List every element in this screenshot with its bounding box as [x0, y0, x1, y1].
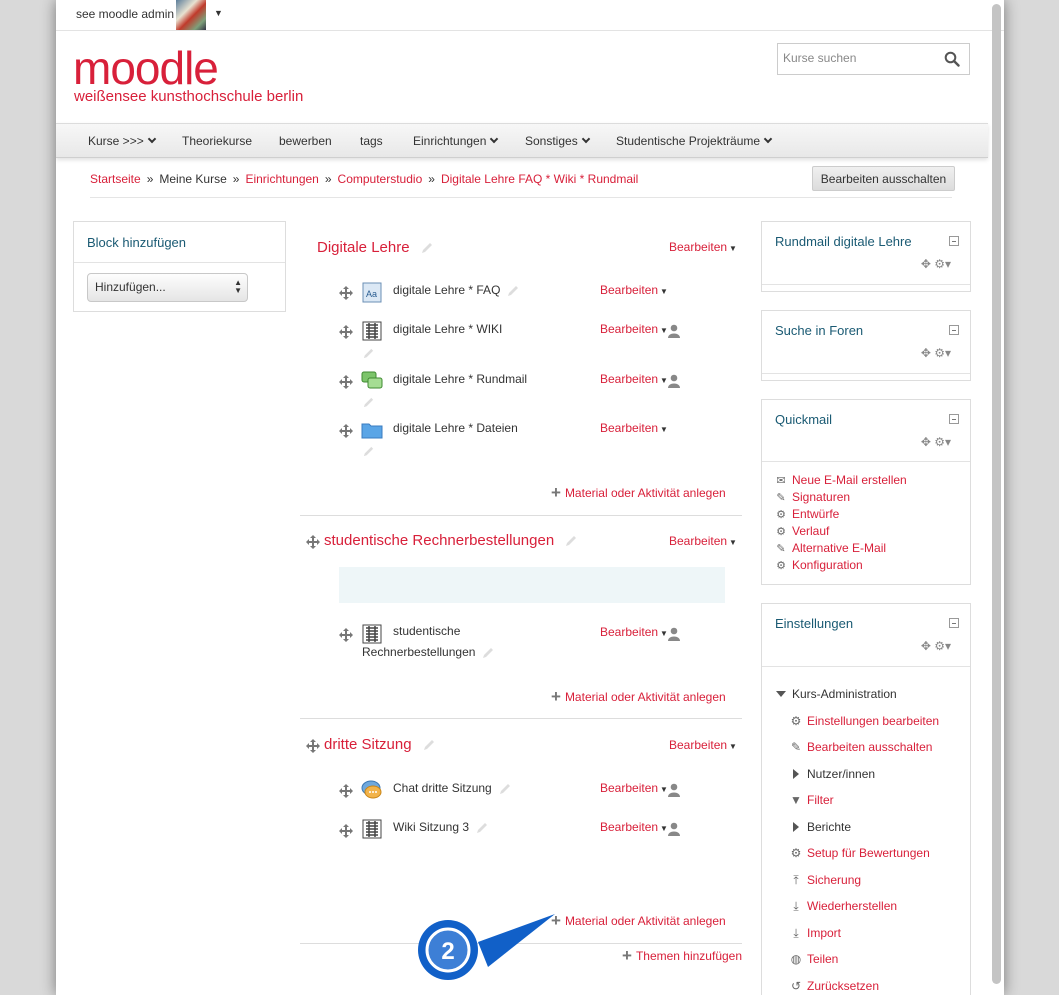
activity-edit-menu[interactable]: Bearbeiten ▼ [600, 283, 668, 297]
block-controls[interactable]: ✥ ⚙▾ [920, 435, 951, 449]
pencil-icon[interactable] [481, 646, 495, 660]
admin-reset[interactable]: ↺ Zurücksetzen [790, 979, 880, 993]
chevron-down-icon [490, 135, 498, 143]
move-icon[interactable] [339, 375, 353, 389]
plus-icon: + [551, 483, 561, 502]
move-icon[interactable] [339, 784, 353, 798]
upload-icon: ⤒ [793, 873, 799, 887]
move-icon[interactable] [339, 325, 353, 339]
admin-filter[interactable]: ▼ Filter [790, 793, 834, 807]
user-name[interactable]: see moodle admin [76, 7, 175, 21]
collapse-icon[interactable] [949, 325, 959, 335]
block-title[interactable]: Quickmail [775, 412, 833, 427]
svg-text:Aa: Aa [366, 289, 378, 299]
nav-theoriekurse[interactable]: Theoriekurse [182, 134, 253, 148]
scrollbar[interactable] [992, 4, 1001, 984]
section-edit-menu[interactable]: Bearbeiten ▼ [669, 534, 737, 548]
nav-einrichtungen[interactable]: Einrichtungen [413, 134, 497, 148]
chevron-right-icon: » [146, 172, 154, 186]
callout-number: 2 [441, 938, 455, 965]
nav-sonstiges[interactable]: Sonstiges [525, 134, 589, 148]
divider [762, 666, 970, 667]
pencil-icon[interactable] [362, 347, 375, 360]
chevron-down-icon [147, 135, 155, 143]
activity-link[interactable]: Chat dritte Sitzung [393, 781, 512, 796]
section-edit-menu[interactable]: Bearbeiten ▼ [669, 738, 737, 752]
activity-edit-menu[interactable]: Bearbeiten ▼ [600, 625, 668, 639]
gear-icon: ⚙ [776, 526, 786, 538]
move-icon[interactable] [339, 424, 353, 438]
filter-icon: ▼ [790, 793, 802, 807]
crumb-meine-kurse: Meine Kurse [159, 172, 227, 186]
add-block [73, 221, 286, 312]
quickmail-new[interactable]: ✉ Neue E-Mail erstellen [774, 473, 907, 487]
crumb-course[interactable]: Digitale Lehre FAQ * Wiki * Rundmail [440, 172, 639, 186]
pencil-icon[interactable] [362, 445, 375, 458]
folder-icon [361, 419, 383, 441]
divider [90, 197, 952, 198]
block-suche-foren [761, 310, 971, 381]
pencil-icon[interactable] [420, 241, 434, 255]
section-title-1[interactable]: Digitale Lehre [317, 239, 434, 256]
add-topics-link[interactable]: + Themen hinzufügen [622, 946, 743, 965]
download-icon: ⤓ [793, 899, 799, 913]
admin-backup[interactable]: ⤒ Sicherung [789, 873, 861, 888]
quickmail-alt-email[interactable]: ✎ Alternative E-Mail [774, 541, 886, 555]
section-divider [300, 515, 742, 516]
collapse-icon[interactable] [949, 236, 959, 246]
admin-import[interactable]: ⤓ Import [789, 926, 841, 941]
plus-icon: + [622, 946, 632, 965]
block-rundmail [761, 221, 971, 292]
activity-edit-menu[interactable]: Bearbeiten ▼ [600, 322, 668, 336]
move-icon[interactable] [339, 628, 353, 642]
pencil-icon[interactable] [475, 821, 489, 835]
pencil-icon[interactable] [498, 782, 512, 796]
collapsed-arrow-icon [793, 769, 799, 779]
plus-icon: + [551, 911, 561, 930]
move-icon[interactable] [306, 535, 320, 549]
browser-page [56, 0, 1004, 995]
person-icon[interactable] [667, 783, 681, 797]
add-activity-link[interactable]: + Material oder Aktivität anlegen [551, 483, 726, 502]
block-quickmail [761, 399, 971, 585]
add-activity-link[interactable]: + Material oder Aktivität anlegen [551, 687, 726, 706]
chevron-right-icon: » [428, 172, 435, 186]
pencil-icon: ✎ [790, 740, 802, 754]
admin-settings-edit[interactable]: ⚙ Einstellungen bearbeiten [790, 714, 940, 728]
person-icon[interactable] [667, 324, 681, 338]
wiki-icon [361, 818, 383, 840]
search-icon[interactable] [944, 51, 960, 67]
move-icon[interactable] [306, 739, 320, 753]
block-controls[interactable]: ✥ ⚙▾ [920, 257, 951, 271]
mail-icon: ✉ [776, 475, 786, 487]
gear-icon: ⚙ [790, 714, 802, 728]
section-summary [339, 567, 725, 603]
divider [762, 284, 970, 285]
gear-icon: ⚙ [776, 560, 786, 572]
block-controls[interactable]: ✥ ⚙▾ [920, 346, 951, 360]
logo[interactable]: moodle [73, 42, 218, 94]
pencil-icon: ✎ [776, 492, 786, 504]
block-controls[interactable]: ✥ ⚙▾ [920, 639, 951, 653]
admin-restore[interactable]: ⤓ Wiederherstellen [789, 899, 897, 914]
move-icon[interactable] [339, 824, 353, 838]
nav-bewerben[interactable]: bewerben [279, 134, 332, 148]
chevron-right-icon: » [324, 172, 332, 186]
chevron-down-icon [764, 135, 772, 143]
person-icon[interactable] [667, 822, 681, 836]
gear-icon: ⚙ [776, 509, 786, 521]
wiki-icon [361, 320, 383, 342]
chevron-down-icon [581, 135, 589, 143]
person-icon[interactable] [667, 374, 681, 388]
admin-grade-setup[interactable]: ⚙ Setup für Bewertungen [790, 846, 930, 860]
tree-users[interactable]: Nutzer/innen [793, 767, 875, 781]
move-icon[interactable] [339, 286, 353, 300]
download-icon: ⤓ [793, 926, 799, 940]
block-title[interactable]: Einstellungen [775, 616, 854, 631]
add-activity-link[interactable]: + Material oder Aktivität anlegen [551, 911, 726, 930]
activity-link[interactable]: digitale Lehre * WIKI [393, 322, 503, 336]
pencil-icon[interactable] [362, 396, 375, 409]
activity-link[interactable]: digitale Lehre * FAQ [393, 283, 520, 298]
admin-edit-off[interactable]: ✎ Bearbeiten ausschalten [790, 740, 933, 754]
divider [74, 262, 285, 263]
search-input[interactable] [778, 44, 928, 72]
section-edit-menu[interactable]: Bearbeiten ▼ [669, 240, 737, 254]
block-title[interactable]: Suche in Foren [775, 323, 864, 338]
activity-link[interactable]: studentische Rechnerbestellungen [362, 621, 552, 663]
user-bar [56, 0, 1004, 31]
callout-marker [418, 912, 598, 992]
divider [762, 461, 970, 462]
expanded-arrow-icon [776, 691, 786, 697]
activity-link[interactable]: Wiki Sitzung 3 [393, 820, 489, 835]
divider [762, 373, 970, 374]
activity-edit-menu[interactable]: Bearbeiten ▼ [600, 820, 668, 834]
pencil-icon[interactable] [564, 534, 578, 548]
reset-icon: ↺ [790, 979, 802, 993]
section-divider [300, 718, 742, 719]
block-einstellungen [761, 603, 971, 995]
plus-icon: + [551, 687, 561, 706]
logo-subtitle: weißensee kunsthochschule berlin [74, 88, 304, 105]
quickmail-signatures[interactable]: ✎ Signaturen [774, 490, 850, 504]
gear-icon: ⚙ [790, 846, 802, 860]
section-title-3[interactable]: dritte Sitzung [324, 736, 436, 753]
select-arrows-icon: ▲ ▼ [234, 278, 242, 295]
breadcrumb [90, 172, 638, 186]
admin-share[interactable]: ◍ Teilen [790, 952, 839, 966]
activity-edit-menu[interactable]: Bearbeiten ▼ [600, 421, 668, 435]
main-nav [56, 123, 988, 158]
avatar[interactable] [176, 0, 206, 30]
chevron-right-icon: » [232, 172, 240, 186]
collapse-icon[interactable] [949, 618, 959, 628]
nav-tags[interactable]: tags [360, 134, 383, 148]
block-title[interactable]: Rundmail digitale Lehre [775, 234, 912, 249]
tree-kurs-administration[interactable]: Kurs-Administration [776, 687, 897, 701]
pencil-icon[interactable] [422, 738, 436, 752]
add-block-select[interactable]: Hinzufügen... ▲ ▼ [87, 273, 248, 302]
pencil-icon: ✎ [776, 543, 786, 555]
quickmail-history[interactable]: ⚙ Verlauf [774, 524, 829, 538]
nav-projektraeume[interactable]: Studentische Projekträume [616, 134, 771, 148]
course-search [777, 43, 970, 75]
crumb-startseite[interactable]: Startseite [90, 172, 141, 186]
activity-link[interactable]: digitale Lehre * Rundmail [393, 372, 528, 386]
crumb-computerstudio[interactable]: Computerstudio [337, 172, 423, 186]
forum-icon [361, 370, 383, 392]
glossary-icon [361, 281, 383, 303]
crumb-einrichtungen[interactable]: Einrichtungen [245, 172, 319, 186]
block-title: Block hinzufügen [87, 235, 187, 250]
collapsed-arrow-icon [793, 822, 799, 832]
collapse-icon[interactable] [949, 414, 959, 424]
person-icon[interactable] [667, 627, 681, 641]
activity-edit-menu[interactable]: Bearbeiten ▼ [600, 781, 668, 795]
activity-link[interactable]: digitale Lehre * Dateien [393, 421, 518, 435]
tree-reports[interactable]: Berichte [793, 820, 851, 834]
chat-icon [361, 779, 383, 801]
edit-mode-button[interactable]: Bearbeiten ausschalten [812, 166, 955, 191]
user-menu-caret-icon[interactable]: ▼ [214, 8, 223, 18]
quickmail-drafts[interactable]: ⚙ Entwürfe [774, 507, 839, 521]
quickmail-config[interactable]: ⚙ Konfiguration [774, 558, 863, 572]
activity-edit-menu[interactable]: Bearbeiten ▼ [600, 372, 668, 386]
section-title-2[interactable]: studentische Rechnerbestellungen [324, 532, 578, 549]
globe-icon: ◍ [790, 952, 802, 966]
nav-kurse[interactable]: Kurse >>> [88, 134, 155, 148]
pencil-icon[interactable] [506, 284, 520, 298]
